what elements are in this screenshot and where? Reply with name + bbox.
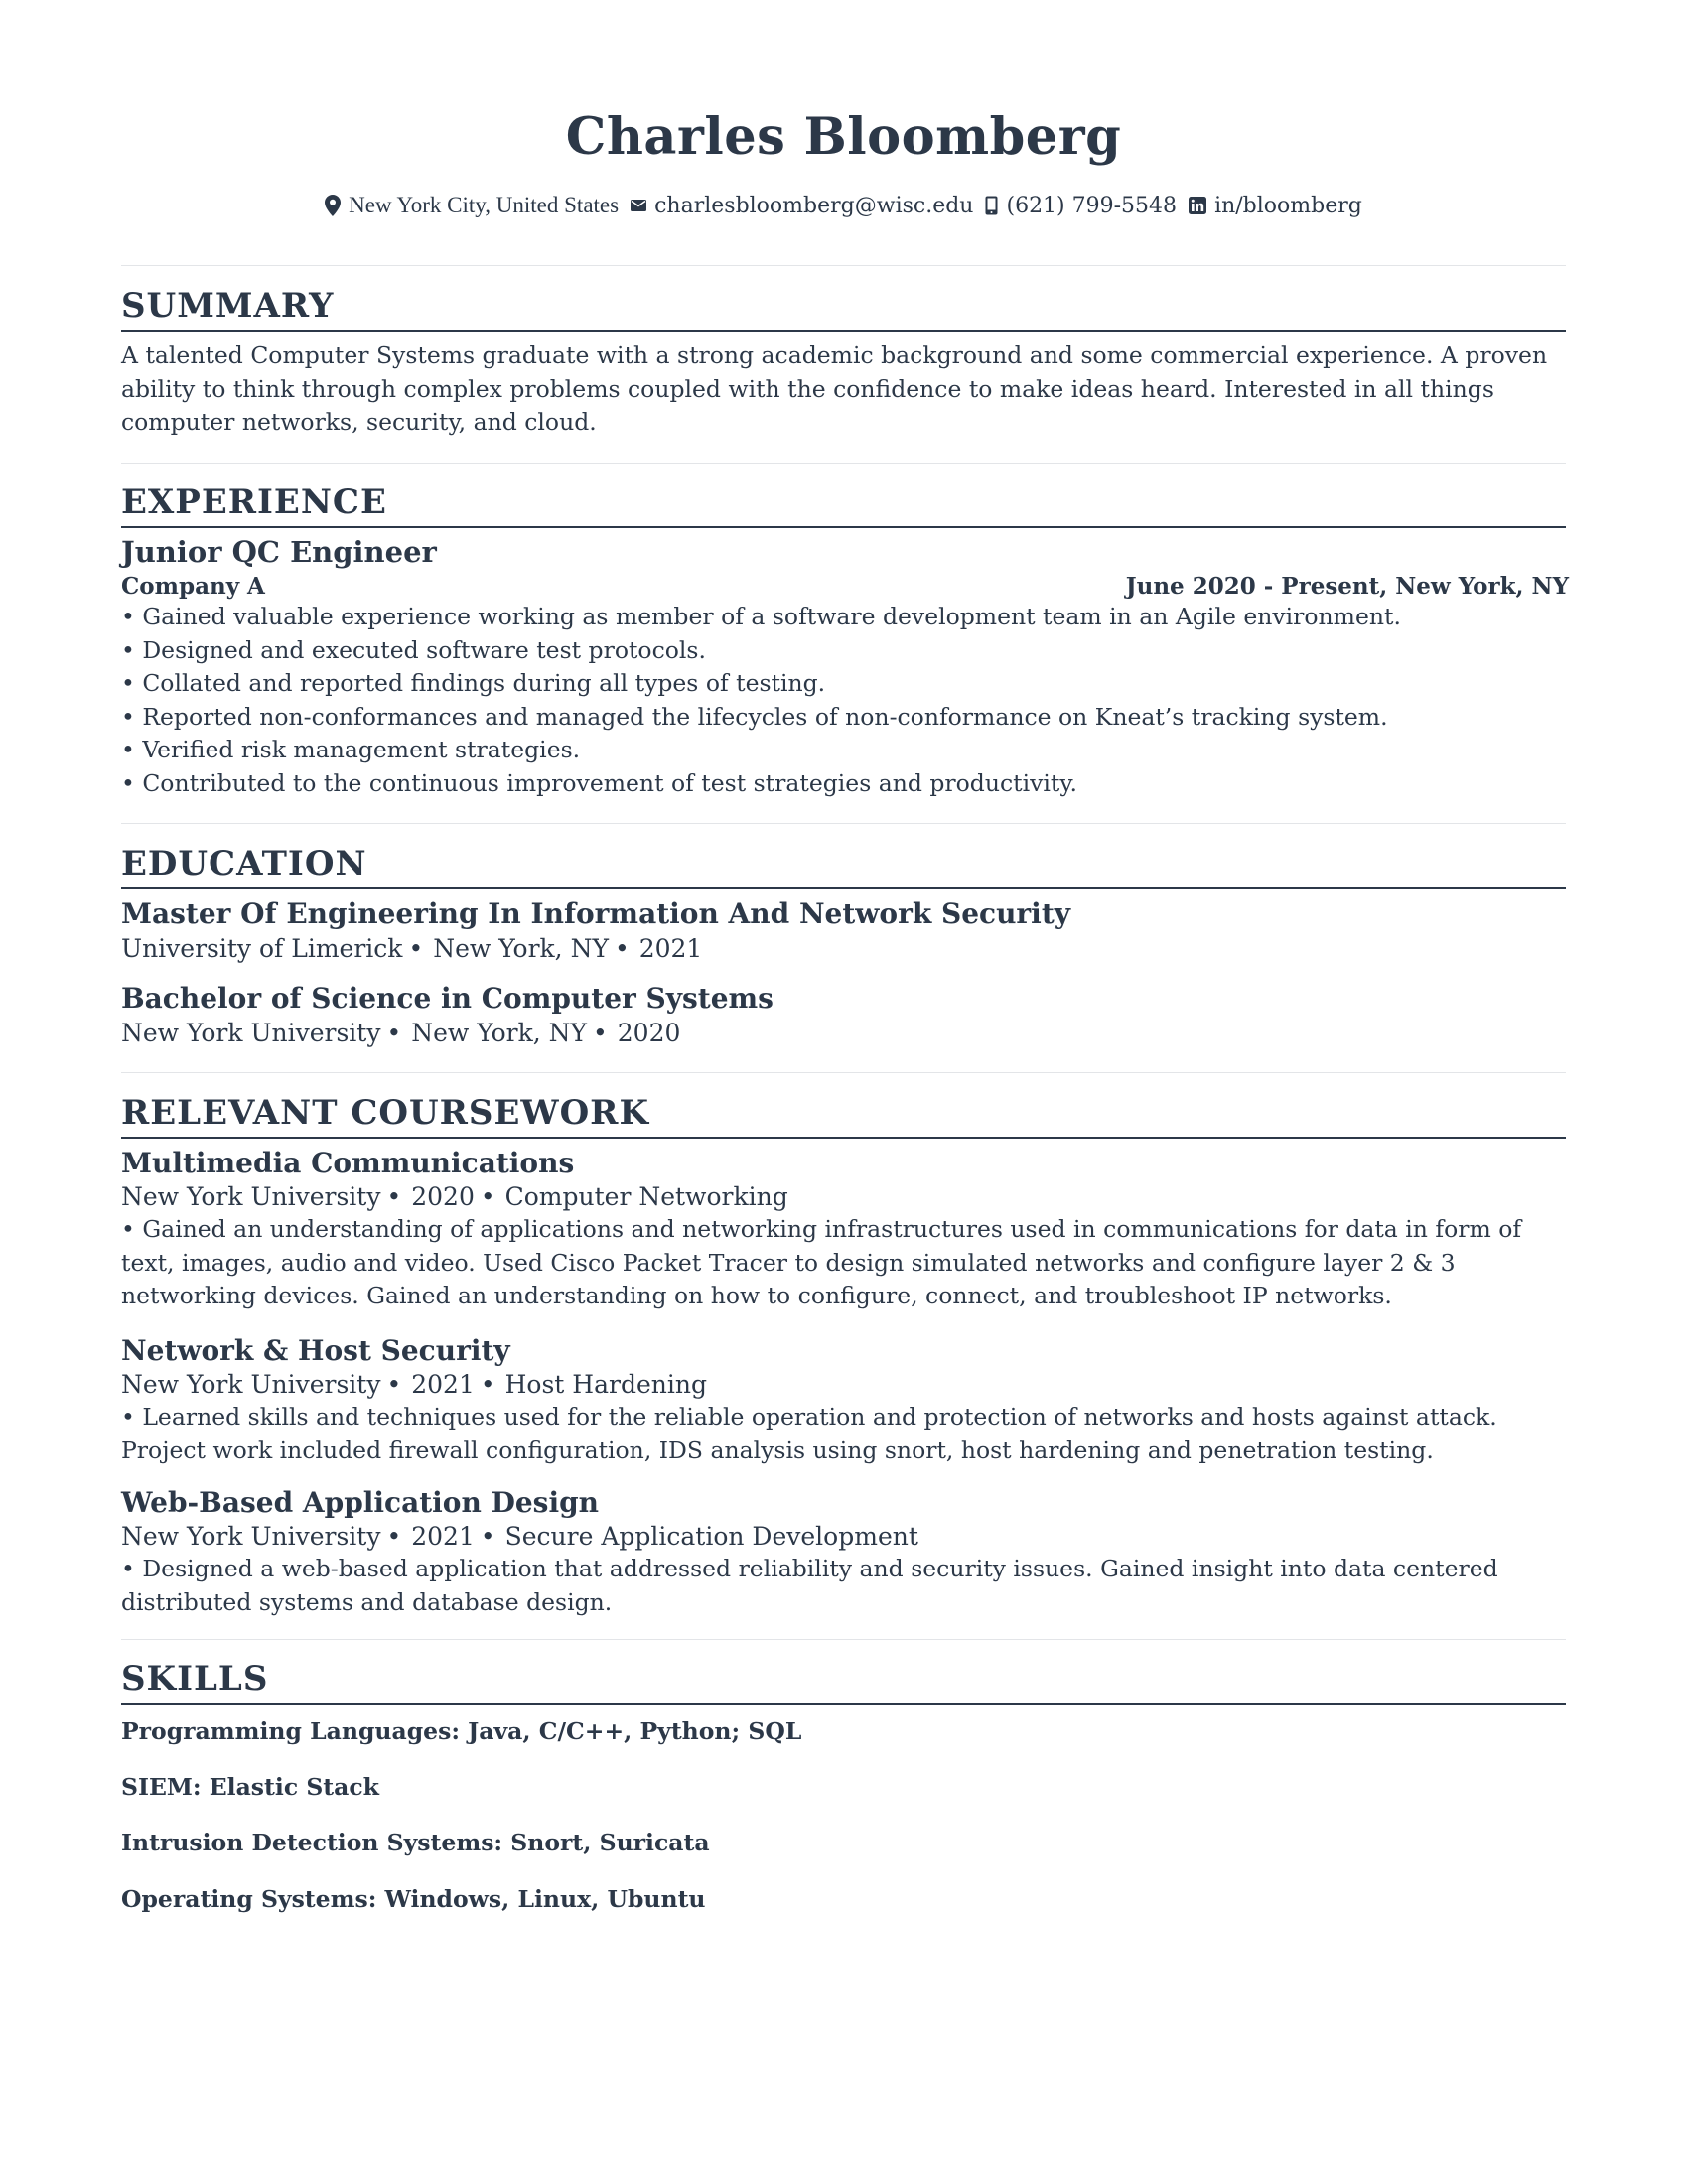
degree-title: Bachelor of Science in Computer Systems (121, 982, 774, 1015)
school-location: New York, NY (433, 934, 609, 963)
section-divider (121, 265, 1566, 266)
course-year: 2020 (411, 1182, 475, 1211)
school-name: New York University (121, 1019, 381, 1047)
linkedin-item[interactable] (1189, 194, 1362, 218)
course-entry (121, 1146, 1566, 1313)
email-item[interactable] (631, 194, 973, 218)
skill-line: Operating Systems: Windows, Linux, Ubuntu (121, 1885, 706, 1913)
email-text[interactable]: charlesbloomberg@wisc.edu (654, 193, 974, 218)
job-meta (121, 572, 1569, 602)
company-name: Company A (121, 573, 265, 600)
education-heading: EDUCATION (121, 844, 1566, 889)
summary-text: A talented Computer Systems graduate with a strong academic background and some commercial experience. A proven ability to think through complex problems coupled with the confidence to make ideas heard. Interested in all things computer networks, security, and cloud. (121, 341, 1548, 436)
course-description: • Designed a web-based application that addressed reliability and security issues. Gained insight into data centered distributed systems and database design. (121, 1555, 1498, 1616)
separator-dot: • (386, 1019, 402, 1047)
course-title: Network & Host Security (121, 1334, 510, 1367)
course-meta (121, 1181, 1566, 1213)
skills-heading: SKILLS (121, 1659, 1566, 1705)
separator-dot: • (408, 934, 424, 963)
skill-line: Programming Languages: Java, C/C++, Python; SQL (121, 1717, 802, 1745)
candidate-name: Charles Bloomberg (565, 107, 1122, 167)
section-divider (121, 1072, 1566, 1073)
course-school: New York University (121, 1522, 381, 1551)
experience-heading: EXPERIENCE (121, 482, 1566, 528)
school-name: University of Limerick (121, 934, 403, 963)
separator-dot: • (386, 1522, 402, 1551)
separator-dot: • (614, 934, 630, 963)
phone-icon (985, 196, 998, 215)
course-topic: Secure Application Development (504, 1522, 918, 1551)
section-divider (121, 463, 1566, 464)
school-location: New York, NY (411, 1019, 588, 1047)
graduation-year: 2021 (638, 934, 703, 963)
graduation-year: 2020 (617, 1019, 681, 1047)
list-item: • Collated and reported findings during all types of testing. (121, 669, 826, 697)
experience-bullets (121, 601, 1566, 800)
separator-dot: • (480, 1370, 495, 1399)
mail-icon (631, 200, 646, 211)
course-meta (121, 1369, 1566, 1401)
degree-meta (121, 932, 1566, 966)
location-text: New York City, United States (349, 193, 620, 217)
separator-dot: • (480, 1182, 495, 1211)
course-entry (121, 1333, 1566, 1467)
contact-row (121, 193, 1566, 218)
course-topic: Computer Networking (504, 1182, 788, 1211)
phone-item[interactable] (985, 194, 1177, 218)
course-topic: Host Hardening (504, 1370, 707, 1399)
separator-dot: • (593, 1019, 608, 1047)
skill-line: Intrusion Detection Systems: Snort, Suricata (121, 1829, 710, 1856)
separator-dot: • (386, 1182, 402, 1211)
skill-line: SIEM: Elastic Stack (121, 1773, 379, 1801)
job-dates-location: June 2020 - Present, New York, NY (1125, 573, 1569, 600)
separator-dot: • (386, 1370, 402, 1399)
education-entry (121, 981, 1566, 1050)
summary-heading: SUMMARY (121, 286, 1566, 332)
course-year: 2021 (411, 1522, 475, 1551)
degree-title: Master Of Engineering In Information And Network Security (121, 897, 1071, 930)
list-item: • Designed and executed software test protocols. (121, 635, 706, 664)
course-description: • Gained an understanding of applications and networking infrastructures used in communications for data in form of text, images, audio and video. Used Cisco Packet Tracer to design simulated networks and configure layer 2 & 3 networking devices. Gained an understanding on how to configure, connect, and troubleshoot IP networks. (121, 1215, 1522, 1309)
list-item: • Gained valuable experience working as member of a software development team in an Agile environment. (121, 603, 1401, 630)
coursework-heading: RELEVANT COURSEWORK (121, 1093, 1566, 1139)
list-item: • Verified risk management strategies. (121, 736, 581, 763)
map-pin-icon (325, 195, 341, 216)
course-year: 2021 (411, 1370, 475, 1399)
education-entry (121, 896, 1566, 966)
section-divider (121, 1639, 1566, 1640)
location-item (325, 193, 619, 218)
course-description: • Learned skills and techniques used for the reliable operation and protection of networks and hosts against attack. Project work included firewall configuration, IDS analysis using snort, host hardening and penetration testing. (121, 1403, 1497, 1464)
degree-meta (121, 1017, 1566, 1050)
phone-text[interactable]: (621) 799-5548 (1006, 193, 1178, 218)
list-item: • Contributed to the continuous improvement of test strategies and productivity. (121, 768, 1077, 797)
course-entry (121, 1485, 1566, 1619)
separator-dot: • (480, 1522, 495, 1551)
course-school: New York University (121, 1370, 381, 1399)
course-title: Web-Based Application Design (121, 1486, 600, 1519)
linkedin-icon (1189, 197, 1206, 214)
course-school: New York University (121, 1182, 381, 1211)
course-meta (121, 1521, 1566, 1553)
linkedin-text[interactable]: in/bloomberg (1214, 193, 1362, 218)
section-divider (121, 823, 1566, 824)
job-title: Junior QC Engineer (121, 535, 437, 569)
course-title: Multimedia Communications (121, 1147, 575, 1179)
list-item: • Reported non-conformances and managed the lifecycles of non-conformance on Kneat’s tracking system. (121, 702, 1388, 731)
